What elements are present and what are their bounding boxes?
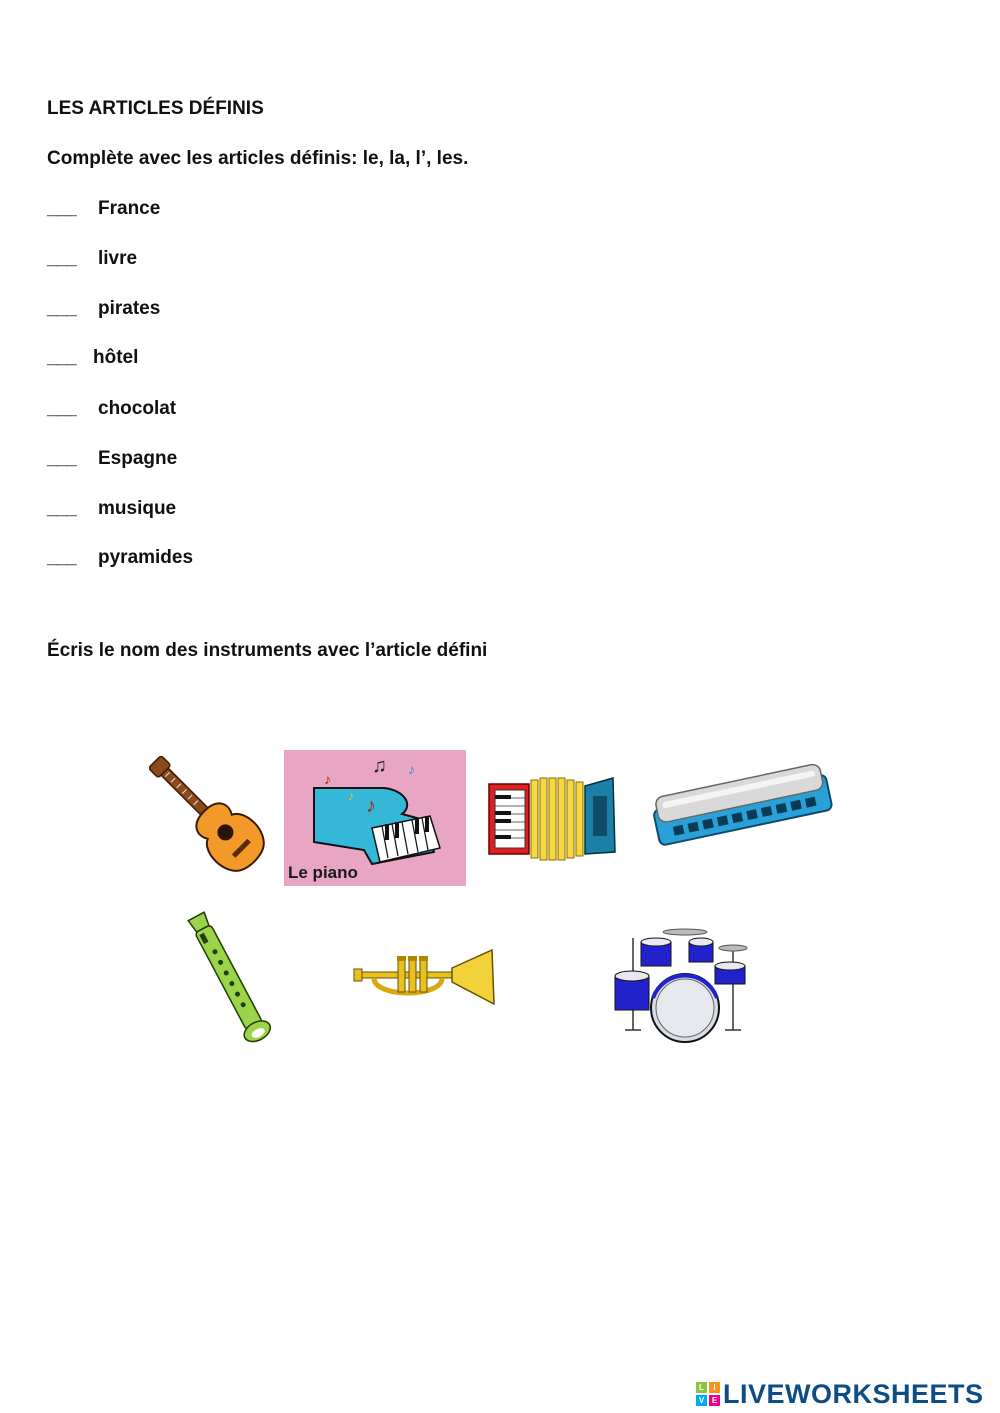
item-word: livre <box>98 248 138 269</box>
item-word: hôtel <box>93 347 139 368</box>
recorder-icon <box>175 906 285 1054</box>
drums-icon <box>605 918 755 1048</box>
item-word: pirates <box>98 298 161 319</box>
item-word: musique <box>98 498 177 519</box>
svg-text:♪: ♪ <box>408 761 415 777</box>
item-word: Espagne <box>98 448 178 469</box>
logo-mark-icon: L I V E <box>696 1382 720 1406</box>
answer-blank[interactable]: ___ <box>47 448 76 469</box>
svg-text:♪: ♪ <box>366 795 376 817</box>
item-word: pyramides <box>98 547 194 568</box>
answer-blank[interactable]: ___ <box>47 298 76 319</box>
harmonica-icon <box>648 758 836 853</box>
logo-text: LIVEWORKSHEETS <box>723 1378 984 1409</box>
liveworksheets-logo <box>696 1378 984 1410</box>
piano-image <box>284 750 466 886</box>
piano-caption: Le piano <box>288 863 358 882</box>
item-word: chocolat <box>98 398 177 419</box>
answer-blank[interactable]: ___ <box>47 498 76 519</box>
answer-blank[interactable]: ___ <box>47 198 76 219</box>
answer-blank[interactable]: ___ <box>47 398 76 419</box>
svg-text:♪: ♪ <box>324 771 331 787</box>
guitar-icon <box>145 750 280 888</box>
item-word: France <box>98 198 161 219</box>
accordion-icon <box>485 768 620 868</box>
instruction-instruments: Écris le nom des instruments avec l’article défini <box>47 640 488 661</box>
instruction-articles: Complète avec les articles définis: le, la, l’, les. <box>47 148 469 169</box>
trumpet-icon <box>352 948 497 1010</box>
answer-blank[interactable]: ___ <box>47 347 76 368</box>
svg-text:♪: ♪ <box>348 789 354 803</box>
svg-text:♫: ♫ <box>372 755 387 777</box>
answer-blank[interactable]: ___ <box>47 547 76 568</box>
worksheet-title: LES ARTICLES DÉFINIS <box>47 98 264 119</box>
answer-blank[interactable]: ___ <box>47 248 76 269</box>
